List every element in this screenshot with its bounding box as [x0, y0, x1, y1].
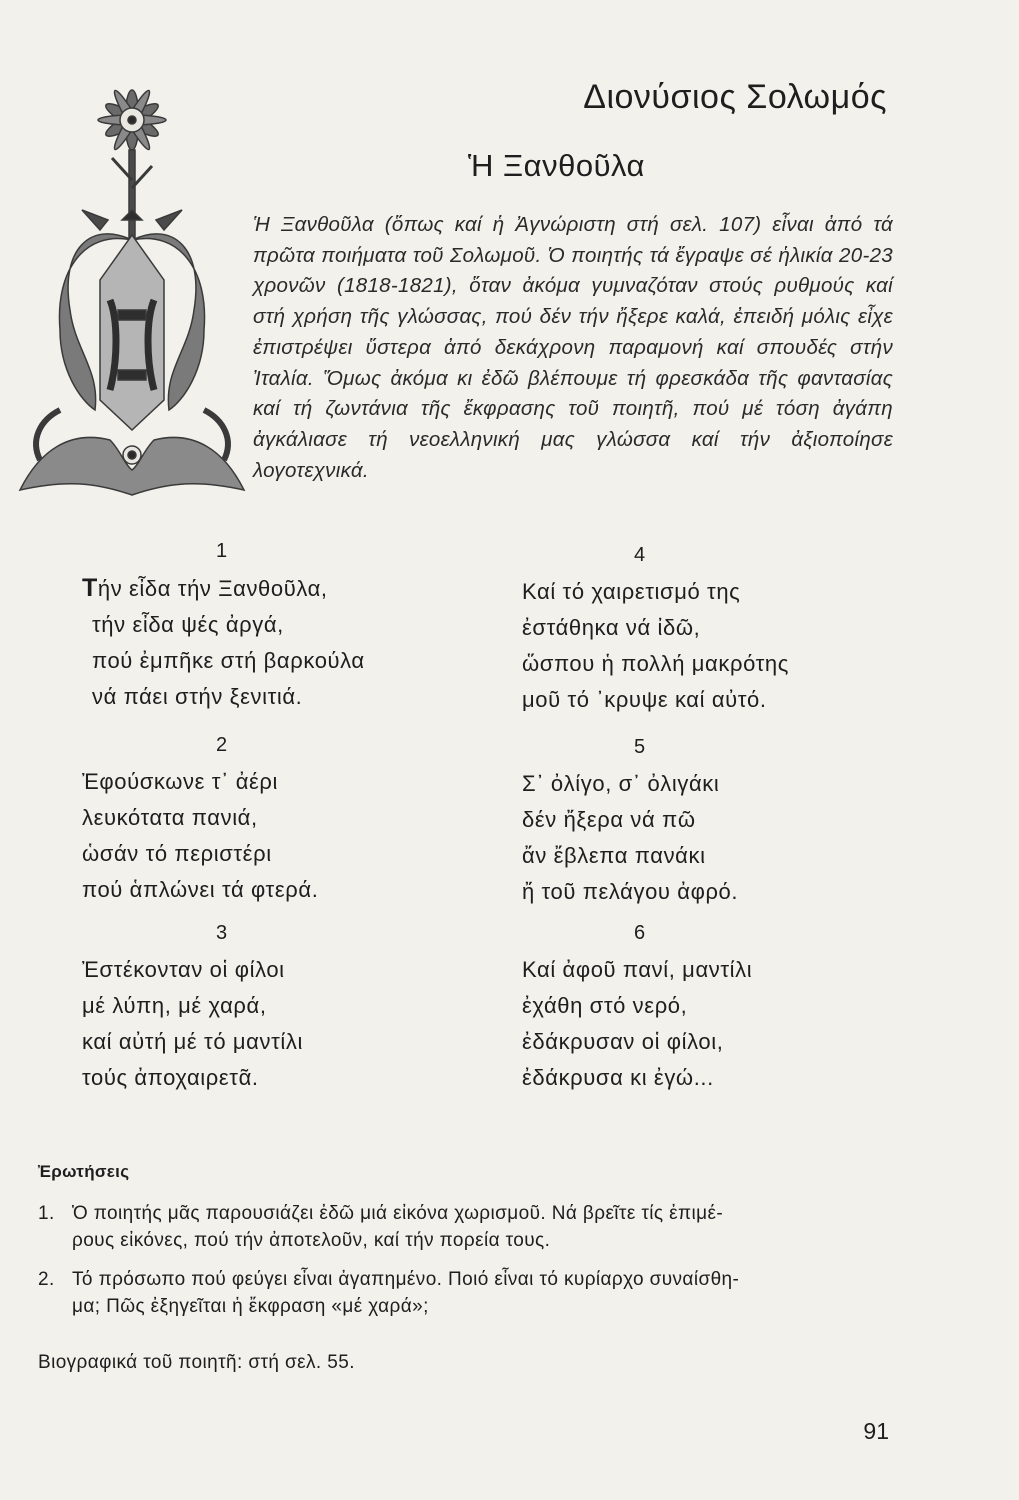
stanza-number: 2 [216, 734, 228, 756]
poem-line: Ἐστέκονταν οἱ φίλοι [82, 957, 285, 982]
author-name: Διονύσιος Σολωμός [583, 78, 887, 116]
poem-line: μοῦ τό ᾿κρυψε καί αὐτό. [522, 687, 767, 712]
question-line: Τό πρόσωπο πού φεύγει εἶναι ἀγαπημένο. Ποιό εἶναι τό κυρίαρχο συναίσθη- [72, 1269, 740, 1290]
poem-line: Σ᾿ ὀλίγο, σ᾿ ὀλιγάκι [522, 771, 720, 796]
poem-line: τούς ἀποχαιρετᾶ. [82, 1065, 259, 1090]
poem-line: τήν εἶδα ψές ἀργά, [92, 612, 284, 637]
stanza-number: 1 [216, 540, 228, 562]
stanza-number: 6 [634, 922, 646, 944]
stanza-number: 5 [634, 736, 646, 758]
poem-line: ἐστάθηκα νά ἰδῶ, [522, 615, 701, 640]
poem-line: ἄν ἔβλεπα πανάκι [522, 843, 706, 868]
poem-line: ήν εἶδα τήν Ξανθοῦλα, [97, 576, 328, 601]
drop-cap: Τ [82, 574, 98, 602]
poem-line: λευκότατα πανιά, [82, 805, 258, 830]
question-line: ρους εἰκόνες, πού τήν ἀποτελοῦν, καί τήν πορεία τους. [72, 1230, 551, 1251]
poem-line: νά πάει στήν ξενιτιά. [92, 684, 303, 709]
poem-line: ἐδάκρυσα κι ἐγώ... [522, 1065, 714, 1090]
intro-paragraph: Ἡ Ξανθοῦλα (ὅπως καί ἡ Ἀγνώριστη στή σελ. 107) εἶναι ἀπό τά πρῶτα ποιήματα τοῦ Σολωμοῦ. Ὁ ποιητής τά ἔγραψε σέ ἡλικία 20-23 χρονῶν (1818-1821), ὅταν ἀκόμα γυμναζόταν στούς ρυθμούς καί στή χρήση τῆς γλώσσας, πού δέν τήν ἤξερε καλά, ἐπειδή μόλις εἶχε ἐπιστρέψει ὕστερα ἀπό δεκάχρονη παραμονή καί σπουδές στήν Ἰταλία. Ὅμως ἀκόμα κι ἐδῶ βλέπουμε τή φρεσκάδα τῆς φαντασίας καί τή ζωντάνια τῆς ἔκφρασης τοῦ ποιητῆ, πού μέ τόση ἀγάπη ἀγκάλιασε τή νεοελληνική μας γλώσσα καί τήν ἀξιοποίησε λογοτεχνικά. [253, 213, 893, 482]
poem-line: μέ λύπη, μέ χαρά, [82, 993, 267, 1018]
stanza-number: 4 [634, 544, 646, 566]
poem-line: Καί ἀφοῦ πανί, μαντίλι [522, 957, 753, 982]
floral-ornament-icon [0, 70, 250, 510]
poem-line: ἐδάκρυσαν οἱ φίλοι, [522, 1029, 724, 1054]
poem-line: ὥσπου ἡ πολλή μακρότης [522, 651, 789, 676]
question-number: 1. [38, 1203, 55, 1224]
poem-line: δέν ἤξερα νά πῶ [522, 807, 696, 832]
poem-line: ἐχάθη στό νερό, [522, 993, 688, 1018]
poem-line: Καί τό χαιρετισμό της [522, 579, 741, 604]
page-number: 91 [863, 1418, 889, 1444]
question-1 [38, 1200, 894, 1254]
question-number: 2. [38, 1269, 55, 1290]
poem-line: πού ἐμπῆκε στή βαρκούλα [92, 648, 365, 673]
question-line: Ὁ ποιητής μᾶς παρουσιάζει ἐδῶ μιά εἰκόνα χωρισμοῦ. Νά βρεῖτε τίς ἐπιμέ- [72, 1203, 724, 1224]
question-line: μα; Πῶς ἐξηγεῖται ἡ ἔκφραση «μέ χαρά»; [72, 1296, 429, 1317]
poem-line: καί αὐτή μέ τό μαντίλι [82, 1029, 303, 1054]
stanza-number: 3 [216, 922, 228, 944]
biography-note: Βιογραφικά τοῦ ποιητῆ: στή σελ. 55. [38, 1352, 355, 1373]
poem-line: πού ἁπλώνει τά φτερά. [82, 877, 319, 902]
poem-line: Ἐφούσκωνε τ᾿ ἀέρι [82, 769, 279, 794]
poem-line: ὡσάν τό περιστέρι [82, 841, 272, 866]
questions-heading: Ἐρωτήσεις [38, 1162, 130, 1181]
poem-line: ἤ τοῦ πελάγου ἀφρό. [522, 879, 739, 904]
poem-title: Ἡ Ξανθοῦλα [468, 148, 645, 183]
question-2 [38, 1266, 894, 1320]
